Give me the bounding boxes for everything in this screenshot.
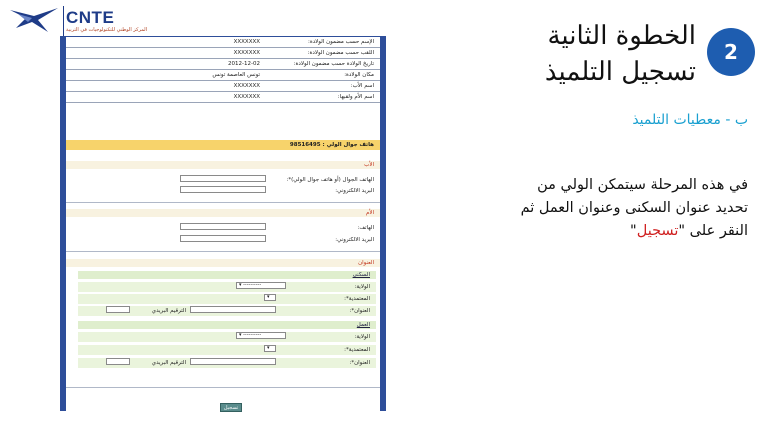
mother-phone-label: الهاتف:	[357, 225, 374, 231]
home-section-header	[78, 271, 376, 279]
info-row	[66, 59, 380, 70]
info-row	[66, 81, 380, 92]
info-row	[66, 92, 380, 103]
mother-title: الأم	[365, 210, 374, 216]
mother-email-row	[66, 235, 380, 245]
work-address-input[interactable]	[190, 358, 276, 365]
home-title: السكنى	[352, 272, 370, 278]
address-title: العنوان	[358, 260, 374, 266]
home-postal-input[interactable]	[106, 306, 130, 313]
info-value: 2012-12-02	[228, 61, 260, 67]
divider	[66, 202, 380, 203]
work-postal-label: الترقيم البريدي	[151, 360, 186, 366]
work-state-select[interactable]: ▾ ----------	[236, 332, 286, 339]
father-email-label: البريد الالكتروني:	[335, 188, 374, 194]
info-value: تونس العاصمة تونس	[212, 72, 260, 78]
register-button[interactable]: تسجيل	[220, 403, 242, 412]
info-label: الإسم حسب مضمون الولادة:	[307, 39, 374, 45]
logo-name: CNTE	[66, 8, 115, 27]
info-value: XXXXXXX	[233, 83, 260, 89]
registration-form	[60, 36, 386, 411]
cnte-bird-icon	[8, 6, 60, 34]
logo-subtitle: المركز الوطني للتكنولوجيات في التربية	[66, 27, 148, 33]
divider	[66, 387, 380, 388]
work-address-label: العنوان*:	[349, 360, 370, 366]
info-label: مكان الولادة:	[344, 72, 374, 78]
info-row	[66, 70, 380, 81]
instruction-quote-open: "	[678, 223, 686, 239]
work-state-value: ----------	[243, 332, 262, 338]
section-subheading: ب - معطيات التلميذ	[632, 112, 748, 128]
info-value: XXXXXXX	[233, 94, 260, 100]
cnte-logo	[8, 6, 208, 36]
work-state-label: الولاية:	[354, 334, 370, 340]
work-delegation-row	[78, 345, 376, 355]
home-delegation-select[interactable]: ▾	[264, 294, 276, 301]
info-value: XXXXXXX	[233, 39, 260, 45]
father-email-input[interactable]	[180, 186, 266, 193]
work-section-header	[78, 321, 376, 329]
father-title: الأب	[364, 162, 374, 168]
guardian-mobile-bar	[66, 140, 380, 150]
info-value: XXXXXXX	[233, 50, 260, 56]
instruction-paragraph	[518, 174, 748, 243]
home-delegation-label: المعتمدية*:	[344, 296, 370, 302]
instruction-highlight: تسجيل	[636, 223, 679, 239]
mother-email-label: البريد الالكتروني:	[335, 237, 374, 243]
instruction-text: في هذه المرحلة سيتمكن الولي من تحديد عنوان السكنى وعنوان العمل ثم النقر على	[520, 177, 748, 239]
home-delegation-row	[78, 294, 376, 304]
info-row	[66, 37, 380, 48]
guardian-mobile-label: هاتف جوال الولي : 98516495	[289, 142, 374, 148]
step-title	[436, 18, 696, 90]
step-title-line2: تسجيل التلميذ	[544, 57, 696, 87]
step-title-line1: الخطوة الثانية	[547, 21, 696, 51]
home-state-select[interactable]: ▾ ----------	[236, 282, 286, 289]
father-phone-label: الهاتف الجوال (أو هاتف جوال الولي)*:	[286, 177, 374, 183]
info-label: اسم الأب:	[350, 83, 374, 89]
home-state-value: ----------	[243, 282, 262, 288]
work-postal-input[interactable]	[106, 358, 130, 365]
divider	[66, 251, 380, 252]
home-address-label: العنوان*:	[349, 308, 370, 314]
step-number-badge: 2	[707, 28, 755, 76]
mother-email-input[interactable]	[180, 235, 266, 242]
info-label: اسم الأم ولقبها:	[337, 94, 374, 100]
work-address-row	[78, 358, 376, 368]
info-row	[66, 48, 380, 59]
logo-divider	[63, 6, 64, 36]
home-state-label: الولاية:	[354, 284, 370, 290]
home-state-row	[78, 282, 376, 292]
info-label: تاريخ الولادة حسب مضمون الولادة:	[293, 61, 374, 67]
home-address-input[interactable]	[190, 306, 276, 313]
mother-phone-row	[66, 223, 380, 233]
home-postal-label: الترقيم البريدي	[151, 308, 186, 314]
address-section-header	[66, 259, 380, 267]
work-state-row	[78, 332, 376, 342]
father-email-row	[66, 186, 380, 196]
father-phone-row	[66, 175, 380, 185]
info-label: اللقب حسب مضمون الولادة:	[307, 50, 374, 56]
mother-section-header	[66, 209, 380, 217]
instruction-quote-close: "	[630, 223, 637, 239]
mother-phone-input[interactable]	[180, 223, 266, 230]
work-delegation-label: المعتمدية*:	[344, 347, 370, 353]
work-delegation-select[interactable]: ▾	[264, 345, 276, 352]
home-address-row	[78, 306, 376, 316]
father-section-header	[66, 161, 380, 169]
father-phone-input[interactable]	[180, 175, 266, 182]
work-title: العمل	[356, 322, 370, 328]
